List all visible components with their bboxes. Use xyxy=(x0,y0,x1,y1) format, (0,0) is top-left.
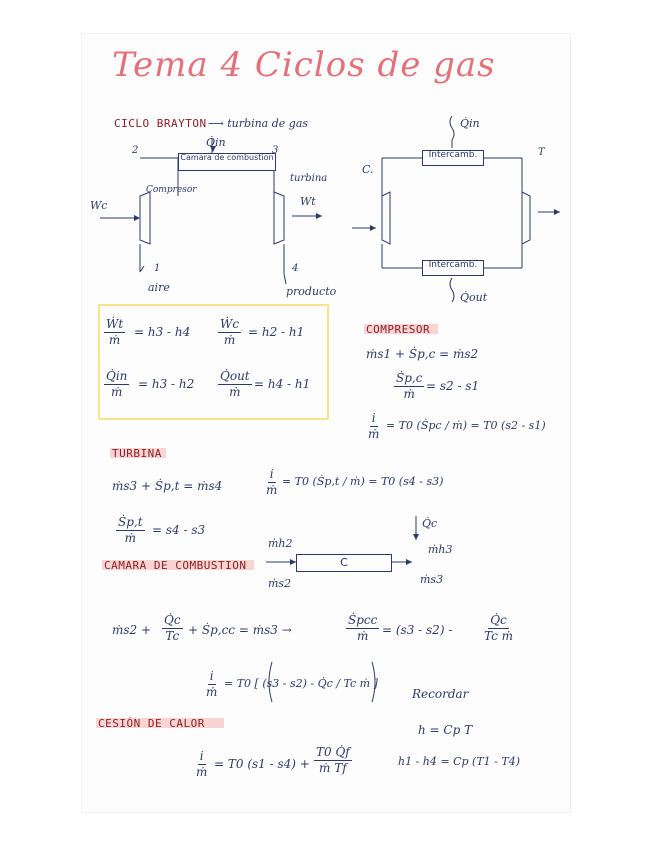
compresor-sp-eq: = s2 - s1 xyxy=(426,379,480,393)
camara-eq-right: = (s3 - s2) - xyxy=(382,623,453,637)
node-3: 3 xyxy=(272,145,279,156)
compresor-i-fraction xyxy=(368,412,379,441)
qout-fraction xyxy=(218,370,252,399)
qout-num: Q̇out xyxy=(218,370,252,385)
compressor-label: Compresor xyxy=(146,185,197,195)
bottom-heat-exchanger: Intercamb. xyxy=(422,260,484,276)
camara-heading: CAMARA DE COMBUSTION xyxy=(104,559,247,572)
turbina-i-fraction xyxy=(266,468,277,497)
turbina-i-den: ṁ xyxy=(266,483,278,498)
closed-q-in: Q̇in xyxy=(460,117,480,130)
brayton-note: ⟶ turbina de gas xyxy=(208,117,309,130)
page-title: Tema 4 Ciclos de gas xyxy=(112,45,496,85)
wc-den: ṁ xyxy=(223,333,236,348)
camara-i-den: ṁ xyxy=(206,685,218,700)
compresor-i-den: ṁ xyxy=(368,427,380,442)
enthalpy-relation: h = Cp T xyxy=(418,723,473,737)
cesion-q-num: T0 Q̇f xyxy=(314,746,352,761)
turbina-sp-eq: = s4 - s3 xyxy=(152,523,206,537)
compresor-sp-fraction xyxy=(394,372,424,401)
qin-den: ṁ xyxy=(111,385,123,400)
camara-spcc-den: ṁ xyxy=(356,629,369,644)
cesion-heading: CESIÓN DE CALOR xyxy=(98,717,205,730)
cesion-i-fraction xyxy=(196,750,207,779)
camara-eq-mid: + Ṡp,cc = ṁs3 → xyxy=(188,623,292,637)
turbina-i-num: i xyxy=(268,468,276,483)
camara-mh2: ṁh2 xyxy=(268,537,293,550)
camara-qc-den: Tc xyxy=(165,629,180,644)
wt-num: Ẇt xyxy=(104,318,125,333)
camara-qc2-fraction xyxy=(484,614,513,643)
wt-equation: = h3 - h4 xyxy=(134,325,191,339)
camara-spcc-fraction xyxy=(346,614,379,643)
closed-q-out: Q̇out xyxy=(460,291,488,304)
top-heat-exchanger: Intercamb. xyxy=(422,150,484,166)
node-t: T xyxy=(538,147,545,158)
camara-i-num: i xyxy=(208,670,216,685)
cesion-i-num: i xyxy=(198,750,206,765)
camara-qc-fraction xyxy=(162,614,183,643)
turbina-balance: ṁs3 + Ṡp,t = ṁs4 xyxy=(112,479,223,493)
compresor-balance: ṁs1 + Ṡp,c = ṁs2 xyxy=(366,347,479,361)
qin-fraction xyxy=(104,370,129,399)
notebook-page xyxy=(82,34,570,812)
turbina-sp-num: Ṡp,t xyxy=(116,516,145,531)
node-2: 2 xyxy=(132,145,139,156)
node-4: 4 xyxy=(292,263,299,274)
camara-qc2-num: Q̇c xyxy=(488,614,509,629)
cesion-q-den: ṁ Tf xyxy=(319,761,347,776)
camara-qc2-den: Tc ṁ xyxy=(484,629,513,644)
compresor-heading: COMPRESOR xyxy=(366,323,431,336)
product-outlet-label: producto xyxy=(286,285,337,298)
compresor-sp-den: ṁ xyxy=(403,387,415,402)
work-compressor: Wc xyxy=(90,199,108,212)
compresor-i-num: i xyxy=(370,412,378,427)
camara-ms3: ṁs3 xyxy=(420,573,444,586)
closed-cycle-label: C. xyxy=(362,163,374,176)
camara-eq-left: ṁs2 + xyxy=(112,623,152,637)
camara-spcc-num: Ṡpcc xyxy=(346,614,379,629)
cesion-i-den: ṁ xyxy=(196,765,208,780)
work-turbine: Wt xyxy=(300,195,316,208)
turbine-label: turbina xyxy=(290,173,328,184)
wc-equation: = h2 - h1 xyxy=(248,325,305,339)
turbina-i-eq: = T0 (Ṡp,t / ṁ) = T0 (s4 - s3) xyxy=(282,475,444,488)
turbina-sp-den: ṁ xyxy=(124,531,136,546)
air-inlet-label: aire xyxy=(148,281,170,294)
camara-mh3: ṁh3 xyxy=(428,543,453,556)
brayton-q-in: Q̇in xyxy=(206,136,226,149)
enthalpy-difference: h1 - h4 = Cp (T1 - T4) xyxy=(398,755,521,768)
qin-equation: = h3 - h2 xyxy=(138,377,195,391)
recordar-note: Recordar xyxy=(412,687,469,701)
camara-qc: Q̇c xyxy=(422,517,438,530)
turbina-heading: TURBINA xyxy=(112,447,162,460)
cesion-i-eq: = T0 (s1 - s4) + xyxy=(214,757,310,771)
camara-ms2: ṁs2 xyxy=(268,577,292,590)
wc-fraction xyxy=(218,318,241,347)
brayton-heading: CICLO BRAYTON xyxy=(114,117,207,130)
qin-num: Q̇in xyxy=(104,370,129,385)
cesion-q-fraction xyxy=(314,746,352,775)
combustion-chamber-box: Camara de combustion xyxy=(178,153,276,171)
wt-den: ṁ xyxy=(108,333,121,348)
compresor-sp-num: Ṡp,c xyxy=(394,372,424,387)
qout-equation: = h4 - h1 xyxy=(254,377,311,391)
turbina-sp-fraction xyxy=(116,516,145,545)
camara-i-eq: = T0 [ (s3 - s2) - Q̇c / Tc ṁ ] xyxy=(224,677,378,690)
qout-den: ṁ xyxy=(229,385,241,400)
summary-box xyxy=(98,304,329,420)
camara-box: C xyxy=(296,554,392,572)
compresor-i-eq: = T0 (Ṡpc / ṁ) = T0 (s2 - s1) xyxy=(386,419,546,432)
wc-num: Ẇc xyxy=(218,318,241,333)
node-1: 1 xyxy=(154,263,161,274)
camara-i-fraction xyxy=(206,670,217,699)
camara-qc-num: Q̇c xyxy=(162,614,183,629)
wt-fraction xyxy=(104,318,125,347)
